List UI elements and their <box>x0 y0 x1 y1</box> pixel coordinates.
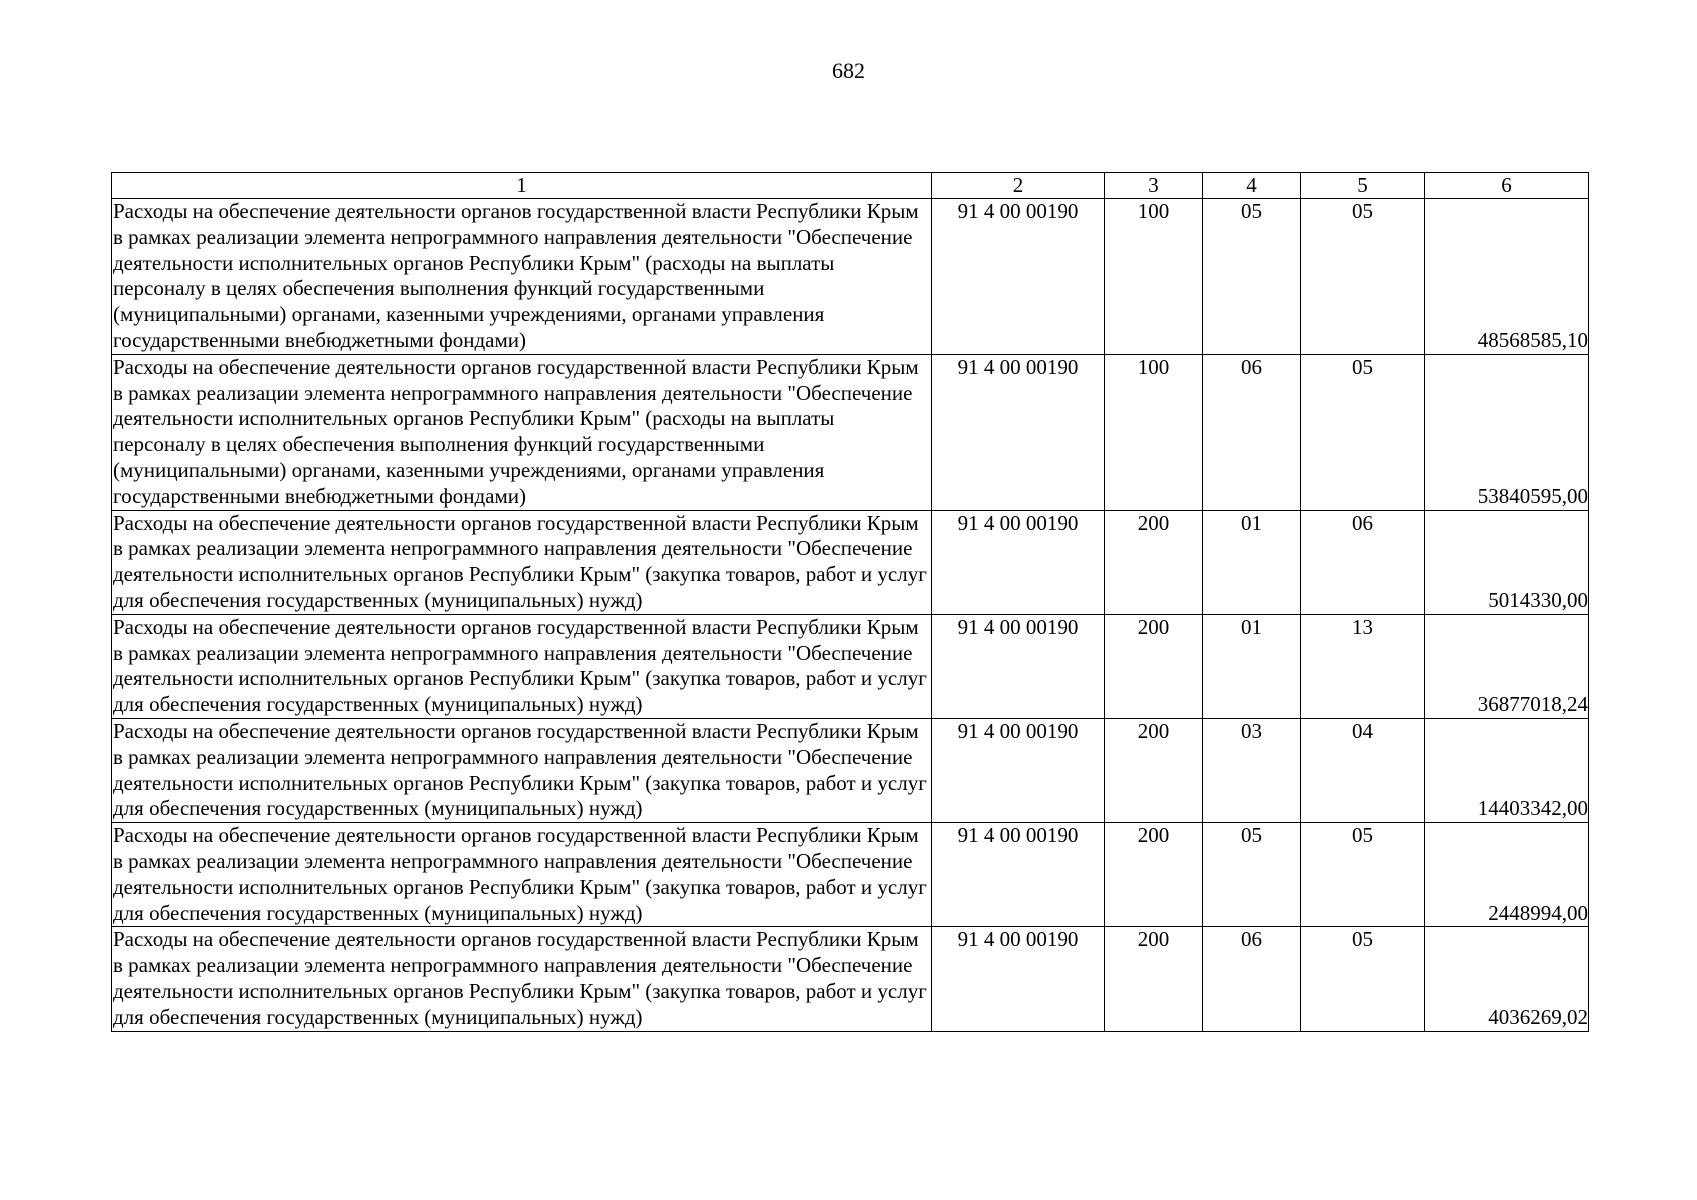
target-article-code: 91 4 00 00190 <box>932 354 1105 510</box>
expense-description: Расходы на обеспечение деятельности органов государственной власти Республики Крым в рамках реализации элемента непрограммного направления деятельности "Обеспечение деятельности исполнительных органов Республики Крым" (закупка товаров, работ и услуг для обеспечения государственных (муниципальных) нужд) <box>112 823 932 927</box>
section-code: 05 <box>1203 199 1301 355</box>
target-article-code: 91 4 00 00190 <box>932 823 1105 927</box>
target-article-code: 91 4 00 00190 <box>932 614 1105 718</box>
amount: 4036269,02 <box>1425 927 1589 1031</box>
expense-description: Расходы на обеспечение деятельности органов государственной власти Республики Крым в рамках реализации элемента непрограммного направления деятельности "Обеспечение деятельности исполнительных органов Республики Крым" (расходы на выплаты персоналу в целях обеспечения выполнения функций государственными (муниципальными) органами, казенными учреждениями, органами управления государственными внебюджетными фондами) <box>112 199 932 355</box>
amount: 36877018,24 <box>1425 614 1589 718</box>
expense-description: Расходы на обеспечение деятельности органов государственной власти Республики Крым в рамках реализации элемента непрограммного направления деятельности "Обеспечение деятельности исполнительных органов Республики Крым" (закупка товаров, работ и услуг для обеспечения государственных (муниципальных) нужд) <box>112 718 932 822</box>
column-header: 2 <box>932 173 1105 199</box>
expense-type-code: 200 <box>1105 718 1203 822</box>
table-row <box>112 614 1589 718</box>
table-row <box>112 718 1589 822</box>
expense-description: Расходы на обеспечение деятельности органов государственной власти Республики Крым в рамках реализации элемента непрограммного направления деятельности "Обеспечение деятельности исполнительных органов Республики Крым" (закупка товаров, работ и услуг для обеспечения государственных (муниципальных) нужд) <box>112 927 932 1031</box>
subsection-code: 04 <box>1301 718 1425 822</box>
subsection-code: 05 <box>1301 823 1425 927</box>
expense-type-code: 200 <box>1105 823 1203 927</box>
column-header: 1 <box>112 173 932 199</box>
table-row <box>112 510 1589 614</box>
expense-description: Расходы на обеспечение деятельности органов государственной власти Республики Крым в рамках реализации элемента непрограммного направления деятельности "Обеспечение деятельности исполнительных органов Республики Крым" (закупка товаров, работ и услуг для обеспечения государственных (муниципальных) нужд) <box>112 510 932 614</box>
page-number: 682 <box>832 58 865 83</box>
section-code: 05 <box>1203 823 1301 927</box>
column-header: 5 <box>1301 173 1425 199</box>
target-article-code: 91 4 00 00190 <box>932 718 1105 822</box>
table-row <box>112 927 1589 1031</box>
expense-type-code: 200 <box>1105 510 1203 614</box>
table-row <box>112 199 1589 355</box>
target-article-code: 91 4 00 00190 <box>932 927 1105 1031</box>
section-code: 03 <box>1203 718 1301 822</box>
subsection-code: 05 <box>1301 354 1425 510</box>
amount: 2448994,00 <box>1425 823 1589 927</box>
column-header: 6 <box>1425 173 1589 199</box>
section-code: 01 <box>1203 614 1301 718</box>
column-header: 3 <box>1105 173 1203 199</box>
subsection-code: 05 <box>1301 199 1425 355</box>
target-article-code: 91 4 00 00190 <box>932 510 1105 614</box>
expense-type-code: 200 <box>1105 614 1203 718</box>
target-article-code: 91 4 00 00190 <box>932 199 1105 355</box>
table-row <box>112 823 1589 927</box>
expense-type-code: 200 <box>1105 927 1203 1031</box>
section-code: 06 <box>1203 354 1301 510</box>
column-header: 4 <box>1203 173 1301 199</box>
amount: 48568585,10 <box>1425 199 1589 355</box>
subsection-code: 06 <box>1301 510 1425 614</box>
budget-table <box>111 172 1589 1032</box>
amount: 53840595,00 <box>1425 354 1589 510</box>
table-header-row <box>112 173 1589 199</box>
section-code: 06 <box>1203 927 1301 1031</box>
amount: 5014330,00 <box>1425 510 1589 614</box>
table-row <box>112 354 1589 510</box>
section-code: 01 <box>1203 510 1301 614</box>
expense-type-code: 100 <box>1105 199 1203 355</box>
expense-description: Расходы на обеспечение деятельности органов государственной власти Республики Крым в рамках реализации элемента непрограммного направления деятельности "Обеспечение деятельности исполнительных органов Республики Крым" (закупка товаров, работ и услуг для обеспечения государственных (муниципальных) нужд) <box>112 614 932 718</box>
expense-type-code: 100 <box>1105 354 1203 510</box>
amount: 14403342,00 <box>1425 718 1589 822</box>
expense-description: Расходы на обеспечение деятельности органов государственной власти Республики Крым в рамках реализации элемента непрограммного направления деятельности "Обеспечение деятельности исполнительных органов Республики Крым" (расходы на выплаты персоналу в целях обеспечения выполнения функций государственными (муниципальными) органами, казенными учреждениями, органами управления государственными внебюджетными фондами) <box>112 354 932 510</box>
subsection-code: 05 <box>1301 927 1425 1031</box>
subsection-code: 13 <box>1301 614 1425 718</box>
